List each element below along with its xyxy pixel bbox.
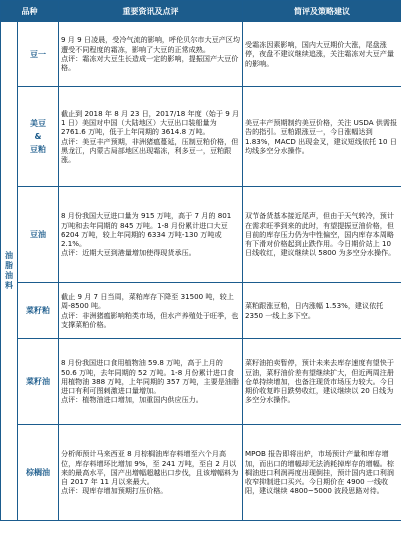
suggestion-text: 菜粕跟涨豆粕，日内涨幅 1.53%，建议依托 2350 一线上多下空。 [245,301,384,320]
table-row [1,283,401,339]
news-cell [59,425,243,521]
product-cell [18,339,59,425]
news-comment: 点评：植物油进口增加，加重国内供应压力。 [61,395,203,405]
news-comment: 点评：现库存增加预期打压价格。 [61,486,168,496]
product-cell [18,425,59,521]
header-product: 品种 [1,1,59,22]
table-row [1,187,401,283]
product-cell [18,22,59,87]
news-paragraph: 8 月份我国进口食用植物油 59.8 万吨，高于上月的 50.6 万吨，去年同期的 52 万吨。1-8 月份累计进口食用植物油 388 万吨，上年同期的 357 万吨，主要是油脂进口有利可图刺激进口量增加。 [61,358,239,396]
news-comment: 点评：霜冻对大豆生长造成一定的影响，提振国产大豆价格。 [61,54,239,73]
table-header-row [1,1,401,22]
news-cell [59,87,243,187]
suggestion-cell [243,87,401,187]
product-cell [18,87,59,187]
suggestion-text: 美豆丰产预期制约美豆价格，关注 USDA 供需报告的指引。豆粕跟涨豆一，今日涨幅达到 1.83%，MACD 出现金叉，建议短线依托 10 日均线多空分水操作。 [245,117,398,155]
product-name: 菜籽粕 [26,306,50,315]
suggestion-cell [243,187,401,283]
news-cell [59,283,243,339]
news-comment: 点评：非洲猪瘟影响粕类市场，但水产养殖处于旺季，也支撑菜粕价格。 [61,310,239,329]
suggestion-cell [243,425,401,521]
news-paragraph: 截止 9 月 7 日当周，菜粕库存下降至 31500 吨，较上周-8500 吨。 [61,291,234,311]
news-cell [59,22,243,87]
suggestion-text: MPOB 报告即将出炉，市场预计产量和库存增加，而出口的增幅却无法消耗掉库存的增幅。棕榈油进口利润再度出现倒挂，预计国内进口利润收窄抑制进口买兴。今日期价在 4900 一线收阳，建议继续 4800~5000 波段思路对待。 [245,449,394,496]
suggestion-text: 双节备货基本接近尾声，但由于天气转冷，预计在需求旺季到来的此时，有望提振豆油价格，但目前的库存压力仍为中性偏空，国内库存本周略有下滑对价格起到止跌作用。今日期价站上 10 日线收红，建议继续以 5800 为多空分水操作。 [245,211,396,258]
suggestion-cell [243,283,401,339]
news-paragraph: 8 月份我国大豆进口量为 915 万吨，高于 7 月的 801 万吨和去年同期的 845 万吨。1-8 月份累计进口大豆 6204 万吨，较上年同期的 6334 万吨-130 万吨或 2.1%。 [61,211,232,249]
product-name: 菜籽油 [26,377,50,386]
product-amp: & [34,132,42,141]
category-cell [1,22,18,521]
table-row [1,87,401,187]
table-row [1,339,401,425]
suggestion-text: 受霜冻因素影响，国内大豆期价大涨，尾盘涨停，夜盘不建议继续追涨，关注霜冻对大豆产量的影响。 [245,40,394,68]
news-paragraph: 9 月 9 日凌晨，受冷气流的影响，呼伦贝尔市大豆产区均遭受不同程度的霜冻，影响了大豆的正常成熟。 [61,35,240,54]
product-name: 棕榈油 [26,468,50,477]
product-name: 豆油 [30,230,46,239]
news-paragraph: 分析师预计马来西亚 8 月棕榈油库存料增至六个月高位，库存料增环比增加 9%，至 241 万吨，至自 2 月以来的最高水平，国产出增幅超越出口步伐，且该增幅料为自 2017 年 11 月以来最大。 [61,449,239,487]
suggestion-text: 菜籽油拍卖暂停，预计未来去库存速度有望快于豆油，菜籽油价差有望继续扩大，但近两周注册仓单持续增加，也备注现货市场压力较大。今日期价收复昨日跌势收红，建议继续以 20 日线为多空分水操作。 [245,358,394,405]
product-name: 美豆 [30,119,46,128]
header-suggestion: 简评及策略建议 [243,1,401,22]
suggestion-cell [243,339,401,425]
news-paragraph: 截止到 2018 年 8 月 23 日，2017/18 年度（始于 9 月 1 日）美国对中国（大陆地区）大豆出口装船量为 2761.6 万吨，低于上年同期的 3614.8 万吨。 [61,108,240,137]
product-cell [18,187,59,283]
table-row [1,22,401,87]
product-name: 豆一 [30,49,46,59]
news-comment: 点评：近期大豆到港量增加使得现货承压。 [61,248,196,258]
news-cell [59,339,243,425]
news-cell [59,187,243,283]
category-label: 油脂油料 [4,251,14,291]
header-news: 重要资讯及点评 [59,1,243,22]
product-cell [18,283,59,339]
table-row [1,425,401,521]
suggestion-cell [243,22,401,87]
product-subname: 豆粕 [30,145,46,154]
news-comment: 点评：美豆丰产预期，非洲猪瘟蔓延，压制豆粕价格，但黑龙江，内蒙古局部地区出现霜冻，利多豆一，豆粕跟涨。 [61,136,239,165]
